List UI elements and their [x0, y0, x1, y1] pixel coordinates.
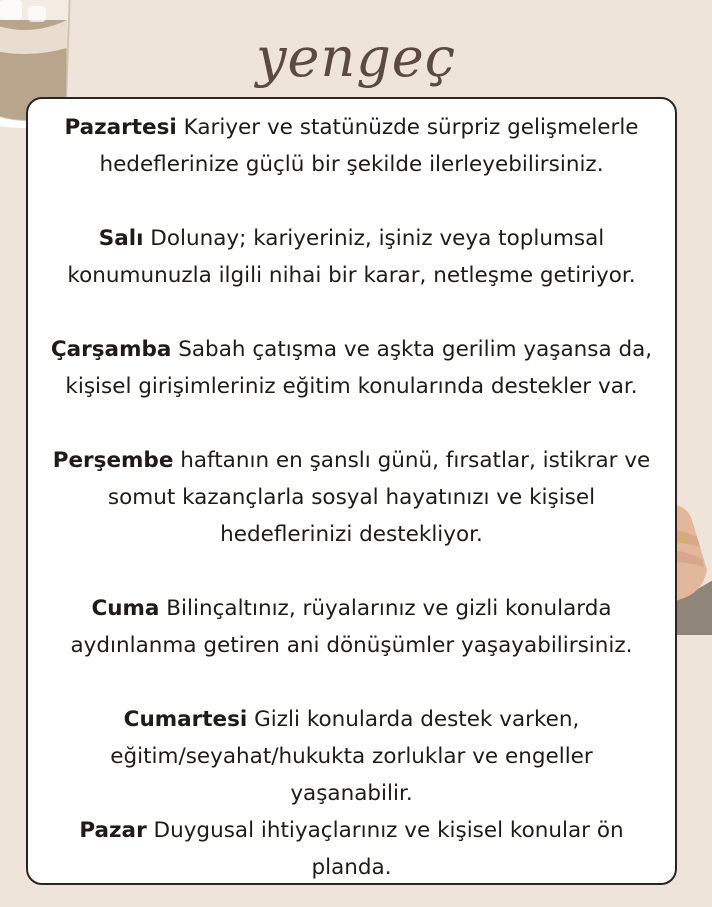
entry-persembe: [46, 442, 657, 553]
day-name: Cuma: [91, 596, 160, 621]
day-name: Salı: [98, 226, 144, 251]
day-text: Dolunay; kariyeriniz, işiniz veya toplumsal konumunuzla ilgili nihai bir karar, netleşme getiriyor.: [67, 226, 636, 288]
day-name: Pazar: [79, 818, 147, 843]
day-text: Kariyer ve statünüzde sürpriz gelişmelerle hedeflerinize güçlü bir şekilde ilerleyebilirsiniz.: [99, 115, 639, 177]
entry-sali: [46, 220, 657, 294]
entry-cumartesi: [46, 701, 657, 812]
day-name: Pazartesi: [64, 115, 177, 140]
entry-pazartesi: [46, 109, 657, 183]
day-text: Gizli konularda destek varken, eğitim/seyahat/hukukta zorluklar ve engeller yaşanabilir.: [110, 707, 593, 806]
entry-cuma: [46, 590, 657, 664]
day-name: Çarşamba: [50, 337, 172, 362]
day-text: Duygusal ihtiyaçlarınız ve kişisel konular ön planda.: [153, 818, 624, 880]
entry-pazar: [46, 812, 657, 886]
day-name: Cumartesi: [123, 707, 248, 732]
sign-title: yengeç: [255, 26, 456, 89]
day-text: haftanın en şanslı günü, fırsatlar, istikrar ve somut kazançlarla sosyal hayatınızı ve kişisel hedeflerinizi destekliyor.: [107, 448, 651, 547]
day-name: Perşembe: [52, 448, 174, 473]
day-text: Bilinçaltınız, rüyalarınız ve gizli konularda aydınlanma getiren ani dönüşümler yaşayabilirsiniz.: [70, 596, 633, 658]
day-text: Sabah çatışma ve aşkta gerilim yaşansa da, kişisel girişimleriniz eğitim konularında destekler var.: [65, 337, 653, 399]
weekly-horoscope-card: [26, 97, 677, 885]
entry-carsamba: [46, 331, 657, 405]
